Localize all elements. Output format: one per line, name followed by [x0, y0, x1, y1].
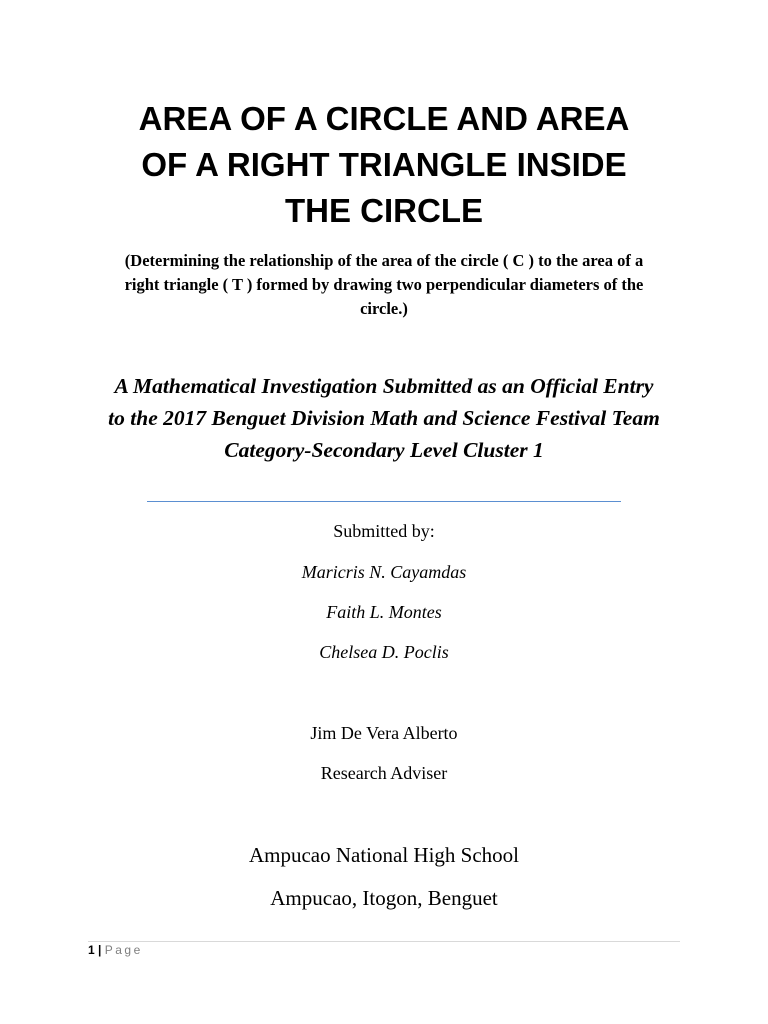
subtitle-line-2: right triangle ( T ) formed by drawing two perpendicular diameters of the [124, 275, 644, 294]
submission-line-3: Category-Secondary Level Cluster 1 [224, 438, 544, 462]
page-title [90, 96, 678, 234]
submitted-by-label: Submitted by: [333, 521, 435, 541]
adviser-name: Jim De Vera Alberto [310, 723, 458, 743]
page-footer [88, 943, 143, 957]
page-label: Page [104, 943, 143, 957]
title-line-1: AREA OF A CIRCLE AND AREA [138, 100, 630, 137]
school-address: Ampucao, Itogon, Benguet [270, 886, 498, 910]
submission-line-1: A Mathematical Investigation Submitted as an Official Entry [114, 374, 654, 398]
horizontal-rule [147, 501, 621, 502]
footer-rule [88, 941, 680, 942]
adviser-role: Research Adviser [320, 763, 448, 783]
submission-statement [60, 370, 708, 466]
subtitle [96, 249, 672, 321]
school-name: Ampucao National High School [248, 843, 520, 867]
page-number: 1 [88, 943, 95, 957]
author-name: Maricris N. Cayamdas [301, 562, 467, 582]
submission-line-2: to the 2017 Benguet Division Math and Science Festival Team [108, 406, 660, 430]
title-line-2: OF A RIGHT TRIANGLE INSIDE [141, 146, 627, 183]
author-name: Chelsea D. Poclis [319, 642, 449, 662]
title-line-3: THE CIRCLE [285, 192, 483, 229]
subtitle-line-1: (Determining the relationship of the area of the circle ( C ) to the area of a [124, 251, 644, 270]
footer-separator: | [98, 943, 102, 957]
subtitle-line-3: circle.) [360, 299, 408, 318]
author-name: Faith L. Montes [326, 602, 442, 622]
